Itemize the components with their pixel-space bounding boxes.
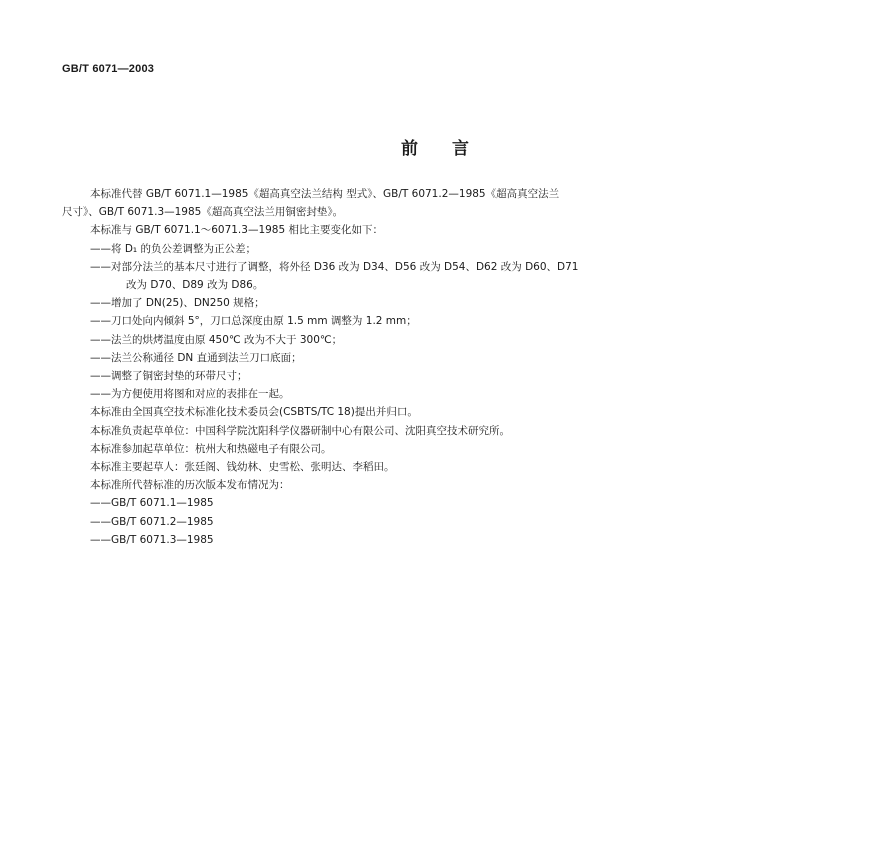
changes-intro: 本标准与 GB/T 6071.1～6071.3—1985 相比主要变化如下： xyxy=(90,224,384,237)
change-item: ——刀口处向内倾斜 5°，刀口总深度由原 1.5 mm 调整为 1.2 mm； xyxy=(90,315,417,328)
history-intro: 本标准所代替标准的历次版本发布情况为： xyxy=(90,479,290,492)
drafters: 本标准主要起草人：张廷阁、钱幼林、史雪松、张明达、李稻田。 xyxy=(90,461,395,474)
page-title: 前言 xyxy=(401,139,503,159)
change-item: ——为方便使用将图和对应的表排在一起。 xyxy=(90,388,290,401)
change-item: ——将 D₁ 的负公差调整为正公差； xyxy=(90,242,256,255)
proposed-by: 本标准由全国真空技术标准化技术委员会(CSBTS/TC 18)提出并归口。 xyxy=(90,406,418,419)
history-item: ——GB/T 6071.1—1985 xyxy=(90,497,214,510)
history-item: ——GB/T 6071.3—1985 xyxy=(90,533,214,546)
intro-line-1: 本标准代替 GB/T 6071.1—1985《超高真空法兰结构 型式》、GB/T 6071.2—1985《超高真空法兰 xyxy=(90,188,560,200)
document-body xyxy=(62,185,822,549)
change-item-continued: 改为 D70、D89 改为 D86。 xyxy=(126,279,264,292)
change-item: ——法兰的烘烤温度由原 450℃ 改为不大于 300℃； xyxy=(90,333,343,346)
change-item: ——调整了铜密封垫的环带尺寸； xyxy=(90,370,248,383)
change-item: ——法兰公称通径 DN 直通到法兰刀口底面； xyxy=(90,351,302,364)
intro-line-2: 尺寸》、GB/T 6071.3—1985《超高真空法兰用铜密封垫》。 xyxy=(62,206,344,219)
change-item: ——对部分法兰的基本尺寸进行了调整，将外径 D36 改为 D34、D56 改为 D54、D62 改为 D60、D71 xyxy=(90,260,579,273)
change-item: ——增加了 DN(25)、DN250 规格； xyxy=(90,297,265,310)
drafting-organization: 本标准负责起草单位：中国科学院沈阳科学仪器研制中心有限公司、沈阳真空技术研究所。 xyxy=(90,424,510,437)
history-item: ——GB/T 6071.2—1985 xyxy=(90,515,214,528)
standard-code: GB/T 6071—2003 xyxy=(62,63,155,75)
participating-organization: 本标准参加起草单位：杭州大和热磁电子有限公司。 xyxy=(90,442,332,455)
